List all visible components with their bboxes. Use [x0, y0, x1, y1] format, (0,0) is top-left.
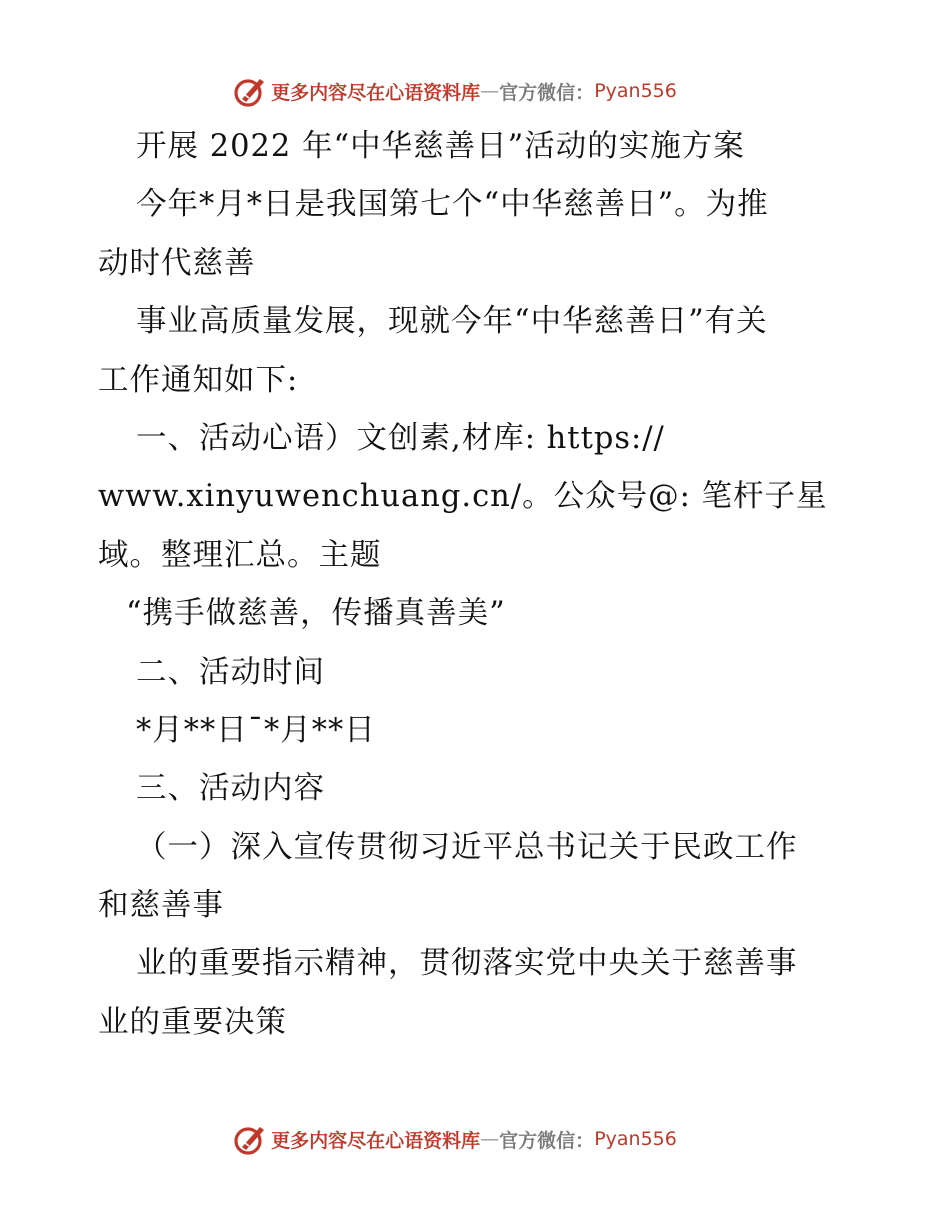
document-title: 开展 2022 年“中华慈善日”活动的实施方案: [136, 129, 745, 164]
watermark-wechat-id: Pyan556: [594, 80, 677, 102]
paragraph-line: 事业高质量发展，现就今年“中华慈善日”有关: [136, 304, 768, 340]
paragraph-line: （一）深入宣传贯彻习近平总书记关于民政工作: [136, 829, 798, 865]
watermark-dash: —: [480, 1128, 500, 1150]
paragraph-line: *月**日¯*月**日: [136, 712, 376, 748]
watermark-label: 官方微信：: [499, 1129, 595, 1152]
paragraph-line: www.xinyuwenchuang.cn/。公众号@: 笔杆子星: [98, 479, 828, 515]
section-heading: 一、活动心语）文创素,材库: https://: [136, 420, 665, 456]
watermark-text: 更多内容尽在心语资料库: [271, 1129, 481, 1152]
paragraph-line: 今年*月*日是我国第七个“中华慈善日”。为推: [136, 187, 769, 223]
document-body: [98, 118, 858, 1052]
watermark-wechat-id: Pyan556: [594, 1128, 677, 1150]
watermark-dash: —: [480, 80, 500, 102]
paragraph-line: 业的重要指示精神，贯彻落实党中央关于慈善事: [136, 946, 798, 982]
footer-watermark: [0, 1119, 950, 1159]
header-watermark: [0, 71, 950, 111]
paragraph-line: 业的重要决策: [98, 1004, 287, 1040]
paragraph-line: 工作通知如下:: [98, 362, 299, 398]
paragraph-line: 动时代慈善: [98, 245, 256, 281]
paragraph-line: 和慈善事: [98, 888, 224, 924]
section-heading: 二、活动时间: [136, 654, 325, 690]
theme-quote: “携手做慈善，传播真善美”: [126, 596, 506, 632]
section-heading: 三、活动内容: [136, 771, 325, 807]
watermark-text: 更多内容尽在心语资料库: [271, 81, 481, 104]
paragraph-line: 域。整理汇总。主题: [98, 537, 382, 573]
quill-logo-icon: [233, 74, 267, 108]
quill-logo-icon: [233, 1122, 267, 1156]
watermark-label: 官方微信：: [499, 81, 595, 104]
